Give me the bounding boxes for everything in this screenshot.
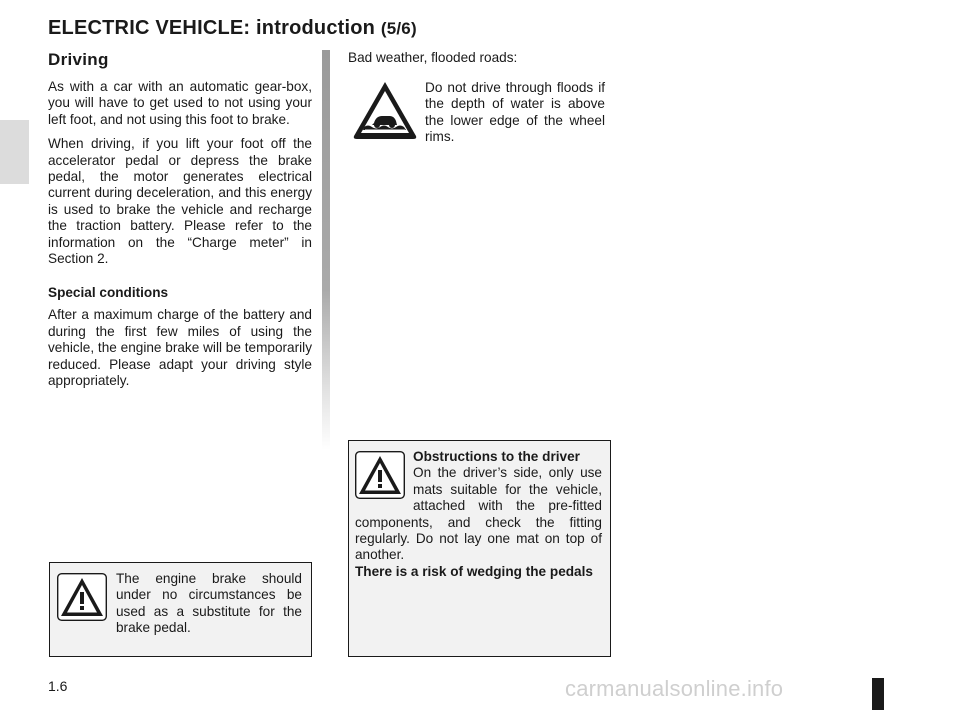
section-side-tab bbox=[0, 120, 29, 184]
special-conditions-heading: Special conditions bbox=[48, 285, 169, 301]
special-conditions-paragraph: After a maximum charge of the battery and during the first few miles of using the vehicle, the engine brake will be temporarily reduced. Please adapt your driving style appropriately. bbox=[48, 307, 312, 389]
obstruction-warning-content bbox=[355, 449, 602, 580]
page-number: 1.6 bbox=[48, 678, 68, 694]
flood-warning-text: Do not drive through floods if the depth of water is above the lower edge of the wheel rims. bbox=[425, 80, 605, 145]
flooded-road-icon bbox=[352, 80, 418, 140]
left-column bbox=[48, 50, 312, 398]
column-divider bbox=[322, 50, 330, 450]
obstruction-warning-title: Obstructions to the driver bbox=[413, 449, 580, 464]
engine-brake-warning-text: The engine brake should under no circumstances be used as a substitute for the brake pedal. bbox=[116, 571, 302, 636]
obstruction-warning-body: On the driver’s side, only use mats suitable for the vehicle, attached with the pre-fitted components, and check the fitting regularly. Do not lay one mat on top of another. bbox=[355, 465, 602, 563]
section-heading-driving: Driving bbox=[48, 50, 109, 69]
warning-triangle-icon bbox=[57, 573, 107, 621]
right-column bbox=[348, 50, 610, 145]
watermark: carmanualsonline.info bbox=[565, 676, 784, 701]
obstruction-warning-emphasis: There is a risk of wedging the pedals bbox=[355, 563, 593, 579]
obstruction-warning-box bbox=[348, 440, 611, 657]
engine-brake-warning-box bbox=[49, 562, 312, 657]
driving-paragraph-2: When driving, if you lift your foot off the accelerator pedal or depress the brake pedal, the motor generates electrical current during deceleration, and this energy is used to brake the vehicle and recharge the traction battery. Please refer to the information on the “Charge meter” in Section 2. bbox=[48, 136, 312, 267]
page-corner-mark bbox=[872, 678, 884, 710]
page-title-suffix: (5/6) bbox=[380, 19, 417, 38]
page-title bbox=[48, 17, 417, 40]
page-title-text: ELECTRIC VEHICLE: introduction bbox=[48, 17, 376, 39]
driving-paragraph-1: As with a car with an automatic gear-box, you will have to get used to not using your left foot, and not using this foot to brake. bbox=[48, 79, 312, 127]
bad-weather-heading: Bad weather, flooded roads: bbox=[348, 50, 518, 65]
